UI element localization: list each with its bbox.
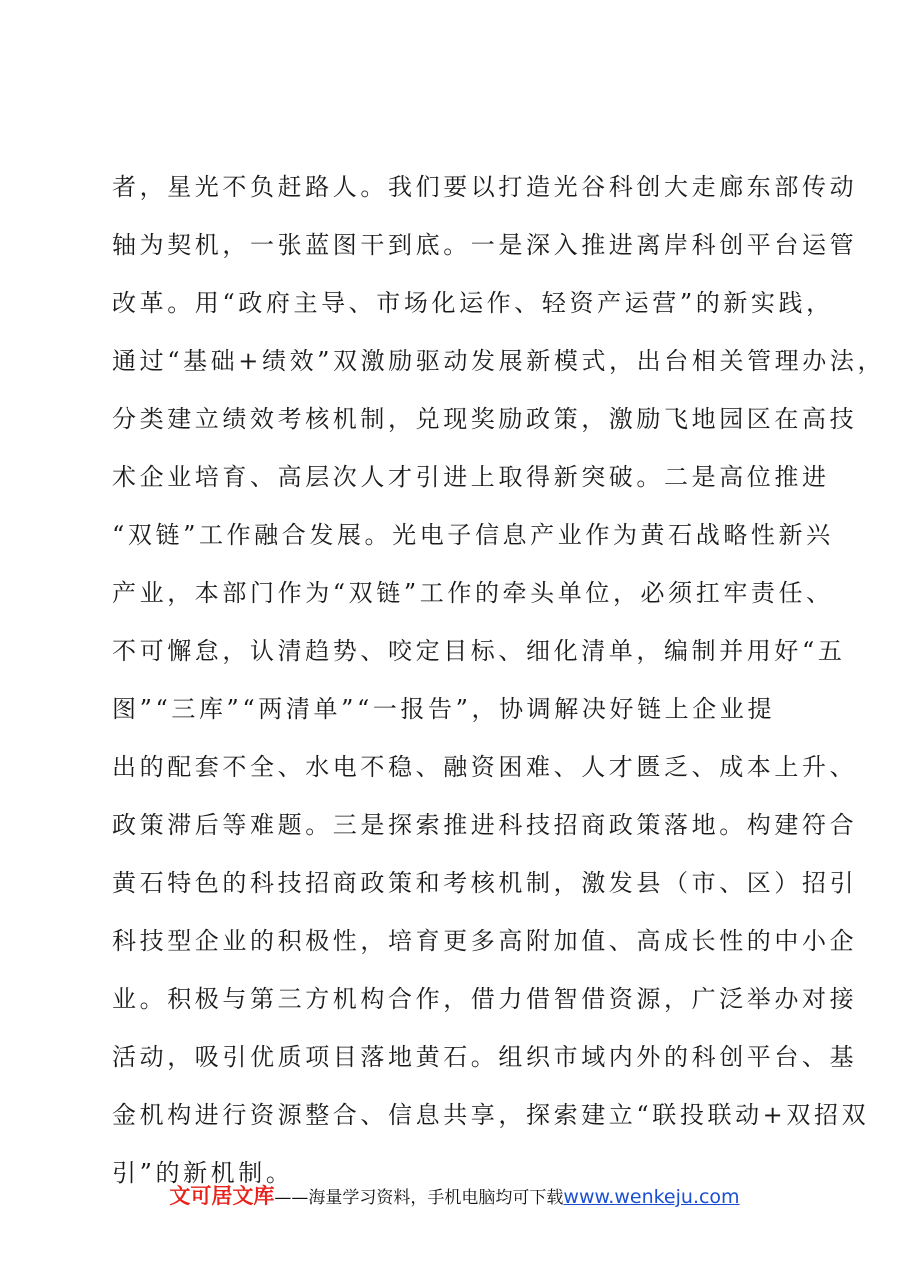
text-line: 金机构进行资源整合、信息共享，探索建立“联投联动+双招双 [112, 1101, 870, 1129]
text-line: 分类建立绩效考核机制，兑现奖励政策，激励飞地园区在高技 [112, 405, 858, 433]
text-line: “双链”工作融合发展。光电子信息产业作为黄石战略性新兴 [112, 521, 834, 549]
text-line: 出的配套不全、水电不稳、融资困难、人才匮乏、成本上升、 [112, 753, 858, 781]
text-line: 科技型企业的积极性，培育更多高附加值、高成长性的中小企 [112, 927, 858, 955]
text-line: 引”的新机制。 [112, 1159, 294, 1187]
text-line: 黄石特色的科技招商政策和考核机制，激发县（市、区）招引 [112, 869, 858, 897]
text-line: 业。积极与第三方机构合作，借力借智借资源，广泛举办对接 [112, 985, 858, 1013]
text-line: 图”“三库”“两清单”“一报告”，协调解决好链上企业提 [112, 695, 776, 723]
text-line: 活动，吸引优质项目落地黄石。组织市域内外的科创平台、基 [112, 1043, 858, 1071]
text-line: 轴为契机，一张蓝图干到底。一是深入推进离岸科创平台运管 [112, 231, 858, 259]
text-line: 者，星光不负赶路人。我们要以打造光谷科创大走廊东部传动 [112, 173, 858, 201]
text-line: 通过“基础+绩效”双激励驱动发展新模式，出台相关管理办法， [112, 347, 886, 375]
footer-slogan: ——海量学习资料，手机电脑均可下载 [274, 1188, 564, 1208]
text-line: 产业，本部门作为“双链”工作的牵头单位，必须扛牢责任、 [112, 579, 834, 607]
body-text [112, 158, 886, 1202]
footer-website-link[interactable]: www.wenkeju.com [563, 1186, 740, 1208]
text-line: 政策滞后等难题。三是探索推进科技招商政策落地。构建符合 [112, 811, 858, 839]
footer-banner [0, 1180, 909, 1210]
footer-brand: 文可居文库 [169, 1184, 275, 1208]
text-line: 不可懈怠，认清趋势、咬定目标、细化清单，编制并用好“五 [112, 637, 846, 665]
text-line: 术企业培育、高层次人才引进上取得新突破。二是高位推进 [112, 463, 830, 491]
text-line: 改革。用“政府主导、市场化运作、轻资产运营”的新实践， [112, 289, 834, 317]
